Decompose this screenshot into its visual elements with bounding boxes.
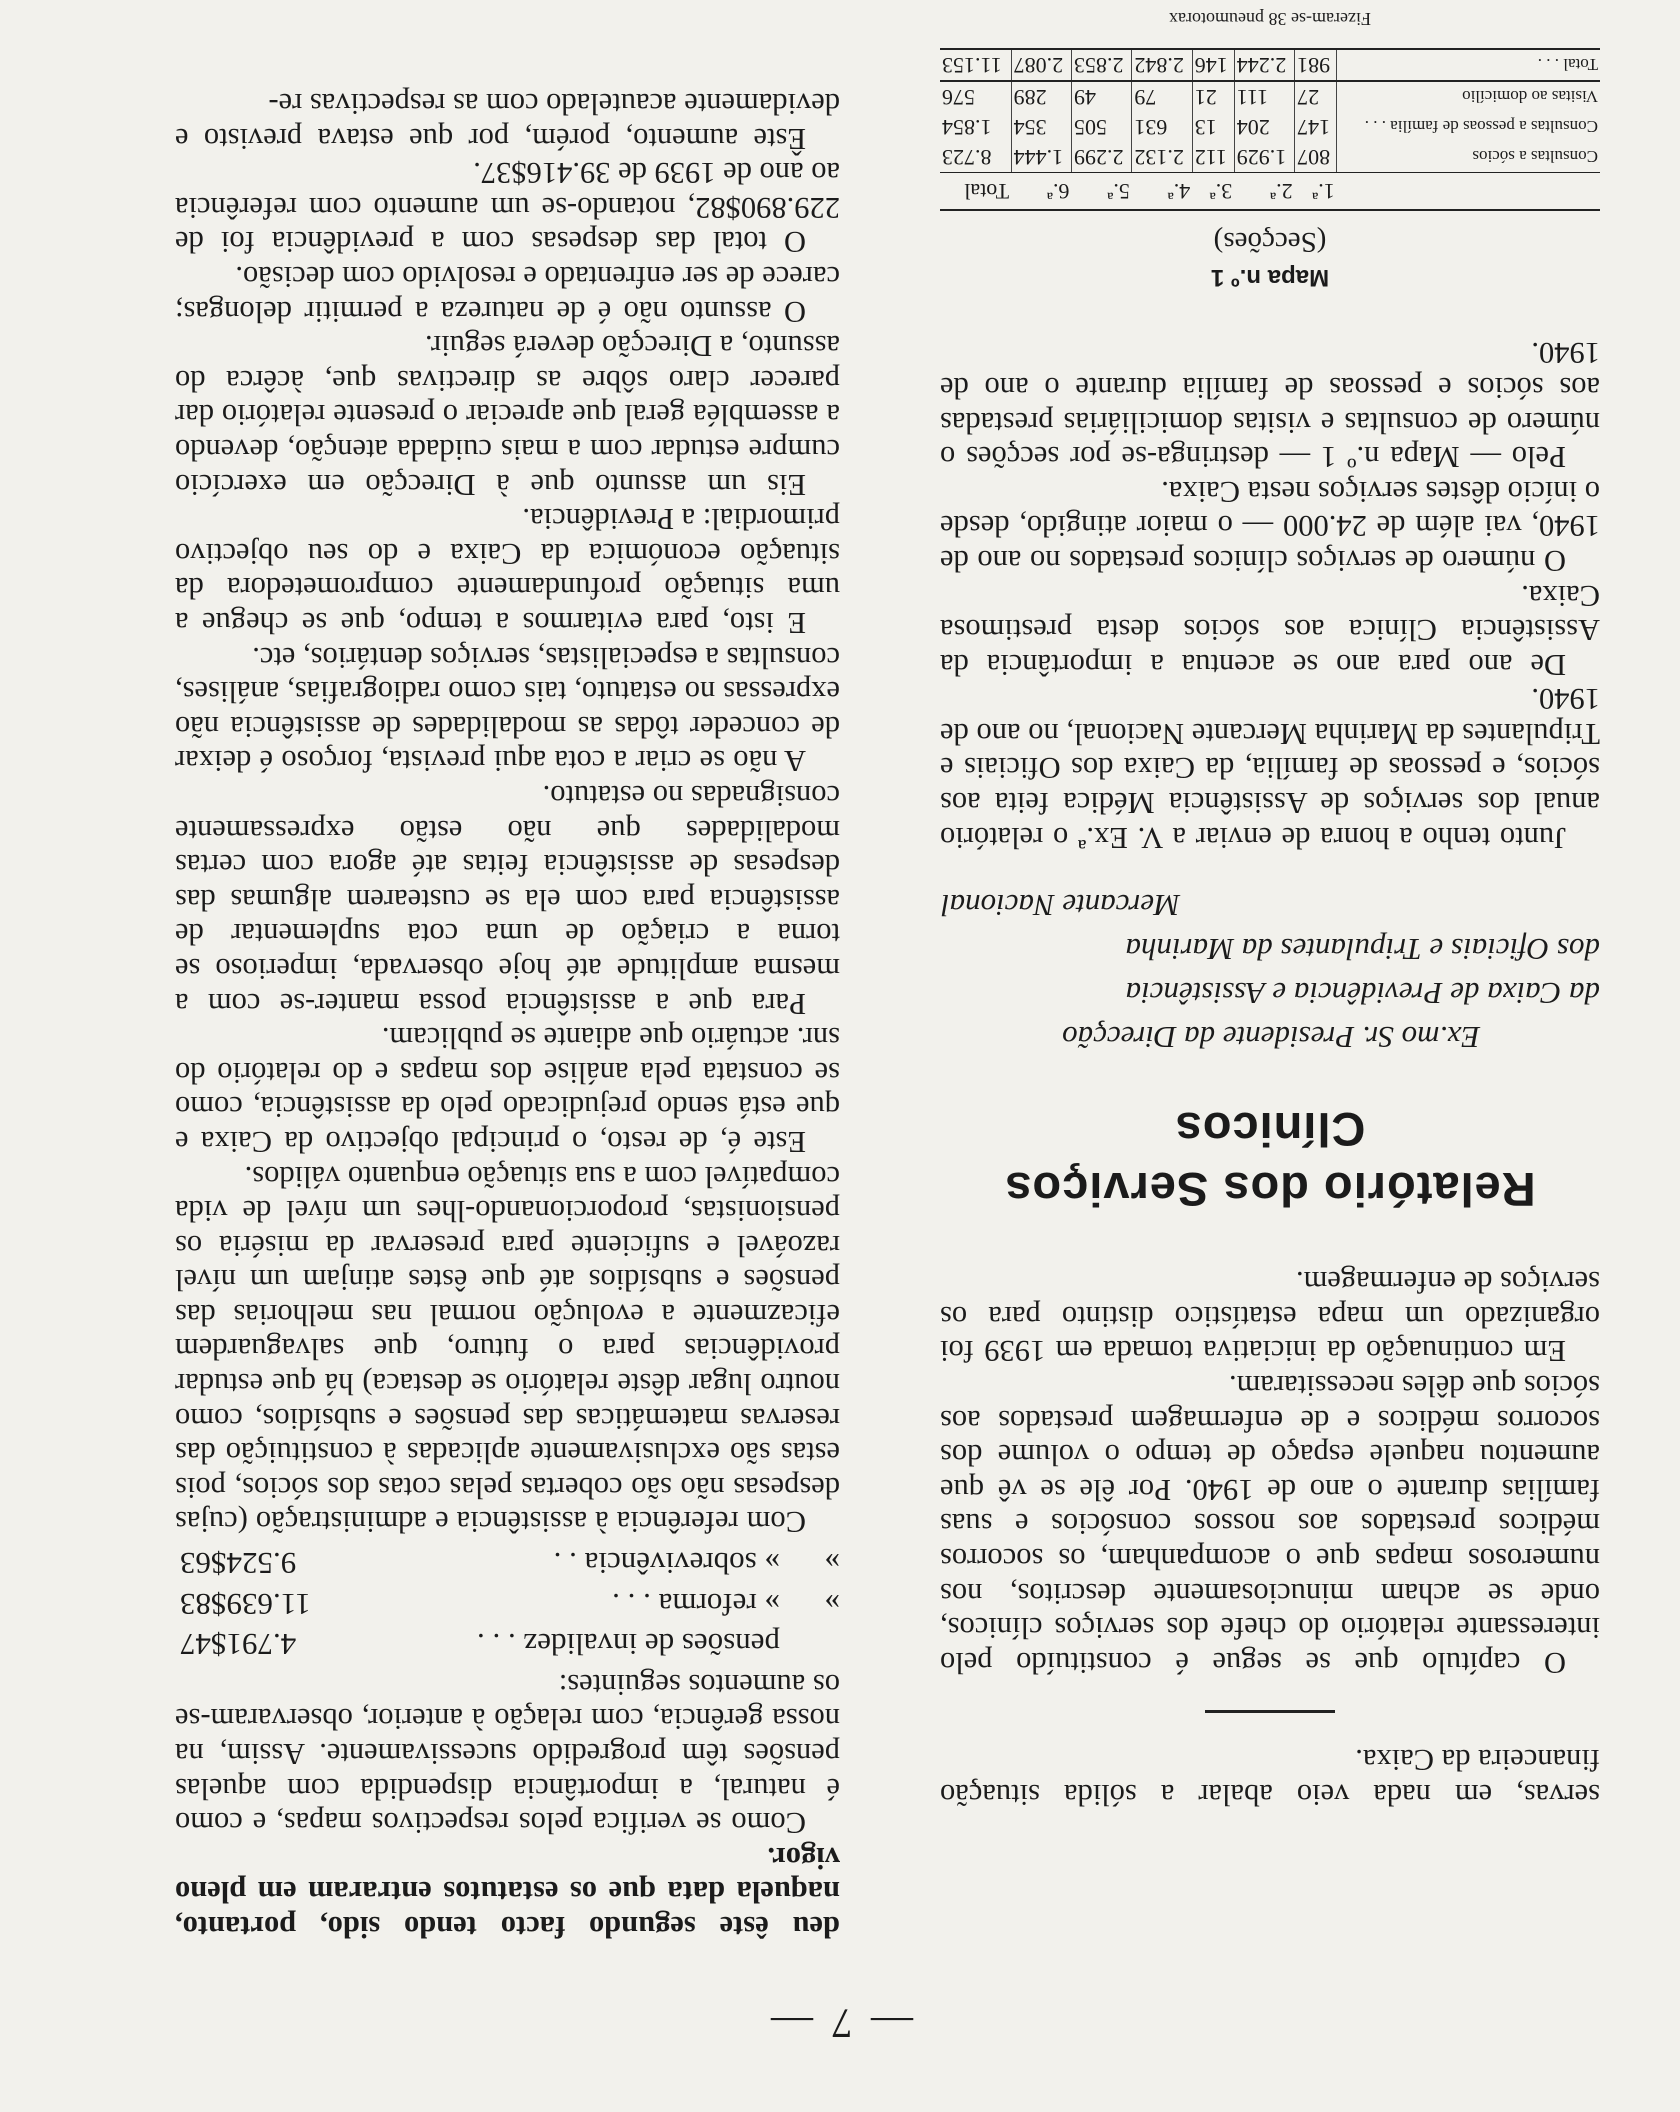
table-row <box>940 81 1600 112</box>
table-row <box>940 142 1600 173</box>
map-table <box>940 48 1600 211</box>
address-line: dos Oficiais e Tripulantes da Marinha <box>1125 931 1600 967</box>
map-note: Fizeram-se 38 pneumotorax <box>1169 8 1371 29</box>
table-row <box>940 112 1600 142</box>
pension-row <box>175 1586 840 1621</box>
paragraph-capitulo: O capítulo que se segue é constituído pelo interessante relatório do chefe dos serviços clínicos, onde se acham minuciosamente descritos, nos numerosos mapas que o acompanham, os socorros médicos prestados aos nossos consócios e suas famílias durante o ano de 1940. Por êle se vê que aumentou naquele espaço de tempo o volume dos socorros médicos e de enfermagem prestados aos sócios que dêles necessitaram. <box>940 1369 1600 1680</box>
table-cell: 2.132 <box>1132 142 1192 173</box>
table-cell: 2.087 <box>1011 49 1071 81</box>
map-header-cell: Total <box>940 172 1011 210</box>
table-cell: 1.444 <box>1011 142 1071 173</box>
ditto-mark <box>780 1627 840 1662</box>
table-cell: 631 <box>1132 112 1192 142</box>
address-line: Mercante Nacional <box>940 887 1180 923</box>
map-header-cell: 1.ª <box>1295 172 1337 210</box>
page-number: — 7 — <box>767 1999 913 2045</box>
table-cell: 807 <box>1295 142 1337 173</box>
pension-label: » sobrevivência . . <box>553 1546 780 1582</box>
address-line: Ex.mo Sr. Presidente da Direcção <box>1062 1019 1480 1055</box>
table-cell: 147 <box>1295 112 1337 142</box>
right-column <box>175 87 840 1944</box>
row-label: Total . . . <box>1337 49 1600 81</box>
table-cell: 2.853 <box>1072 49 1132 81</box>
pension-value: 11.639$83 <box>180 1586 311 1622</box>
table-cell: 354 <box>1011 112 1071 142</box>
pension-label: » reforma . . . <box>612 1586 780 1622</box>
table-cell: 2.842 <box>1132 49 1192 81</box>
table-total-row <box>940 49 1600 81</box>
left-column <box>940 1 1600 1812</box>
table-cell: 79 <box>1132 81 1192 112</box>
ditto-mark: » <box>824 1586 840 1622</box>
paragraph-assunto: O assunto não é de natureza a permitir delongas; carece de ser enfrentado e resolvido com decisão. <box>175 260 840 329</box>
map-header-cell: 2.ª <box>1234 172 1294 210</box>
map-header-cell: 3.ª <box>1192 172 1234 210</box>
map-header-cell: 6.ª <box>1011 172 1071 210</box>
paragraph-total: O total das despesas com a previdência foi de 229.890$82, notando-se um aumento com referência ao ano de 1939 de 39.416$37. <box>175 156 840 260</box>
row-label: Visitas ao domicílio <box>1462 87 1598 107</box>
table-cell: 204 <box>1234 112 1294 142</box>
paragraph-como: Como se verifica pelos respectivos mapas, e como é natural, a importância dispendida com aquelas pensões têm progredido sucessivamente. Assim, na nossa gerência, com relação à anterior, observaram-se os aumentos seguintes: <box>175 1667 840 1841</box>
table-cell: 2.299 <box>1072 142 1132 173</box>
table-cell: 146 <box>1192 49 1234 81</box>
map-subtitle: (Secções) <box>1213 226 1327 259</box>
paragraph-aumento: Êste aumento, porém, por que estava previsto e devidamente acautelado com as respectivas re- <box>175 87 840 156</box>
paragraph-reservas: servas, em nada veio abalar a sólida situação financeira da Caixa. <box>940 1743 1600 1812</box>
paragraph-numero: O número de serviços clínicos prestados no ano de 1940, vai além de 24.000 — o maior atingido, desde o início dêstes serviços nesta Caixa. <box>940 474 1600 578</box>
paragraph-ano: De ano para ano se acentua a importância da Assistência Clínica aos sócios desta prestimosa Caixa. <box>940 578 1600 682</box>
paragraph-isto: E isto, para evitarmos a tempo, que se chegue a uma situação profundamente comprometedora da situação económica da Caixa e do seu objectivo primordial: a Previdência. <box>175 502 840 641</box>
table-cell: 981 <box>1295 49 1337 81</box>
paragraph-eis: Eis um assunto que à Direcção em exercício cumpre estudar com a mais cuidada atenção, devendo a assembléa geral que apreciar o presente relatório dar parecer claro sôbre as directivas que, àcêrca do assunto, a Direcção deverá seguir. <box>175 329 840 502</box>
map-header-cell: 5.ª <box>1072 172 1132 210</box>
table-cell: 2.244 <box>1234 49 1294 81</box>
section-divider <box>1205 1710 1335 1713</box>
table-cell: 1.929 <box>1234 142 1294 173</box>
table-cell: 11.153 <box>940 49 1011 81</box>
table-cell: 13 <box>1192 112 1234 142</box>
table-cell: 1.854 <box>940 112 1011 142</box>
paragraph-referencia: Com referência à assistência e administração (cujas despesas não são cobertas pelas cotas dos sócios, pois estas são exclusivamente aplicadas à constituição das reservas matemáticas das pensões e subsídios, como noutro lugar dêste relatório se destaca) há que estudar providências para o futuro, que salvaguardem eficazmente a evolução normal nas melhorias das pensões e subsídios até que êstes atinjam um nível razoável e suficiente para preservar da miséria os pensionistas, proporcionando-lhes um nível de vida compatível com a sua situação enquanto válidos. <box>175 1159 840 1540</box>
address-line: da Caixa de Previdência e Assistência <box>1125 975 1600 1011</box>
paragraph-continuacao: Em continuação da iniciativa tomada em 1939 foi organizado um mapa estatístico distinto para os serviços de enfermagem. <box>940 1265 1600 1369</box>
paragraph-deu: deu êste segundo facto tendo sido, portanto, naquela data que os estatutos entraram em pleno vigor. <box>175 1840 840 1944</box>
table-cell: 8.723 <box>940 142 1011 173</box>
row-label: Consultas a sócios <box>1472 147 1598 167</box>
table-cell: 49 <box>1072 81 1132 112</box>
paragraph-para: Para que a assistência possa manter-se com a mesma amplitude até hoje observada, imperioso se torna a criação de uma cota suplementar de assistência para com ela se custearem algumas das despesas de assistência feitas até agora com certas modalidades que não estão expressamente consignadas no estatuto. <box>175 779 840 1021</box>
paragraph-junto: Junto tenho a honra de enviar a V. Ex.ª o relatório anual dos serviços de Assistência Médica feita aos sócios, e pessoas de família, da Caixa dos Oficiais e Tripulantes da Marinha Mercante Nacional, no ano de 1940. <box>940 682 1600 855</box>
table-cell: 111 <box>1234 81 1294 112</box>
pension-row <box>175 1545 840 1580</box>
table-cell: 27 <box>1295 81 1337 112</box>
paragraph-nao: A não se criar a cota aqui prevista, forçoso é deixar de conceder tôdas as modalidades de assistência não expressas no estatuto, tais como radiografias, análises, consultas a especialistas, serviços dentários, etc. <box>175 640 840 779</box>
section-heading: Relatório dos Serviços Clínicos <box>1004 1102 1536 1216</box>
paragraph-este: Este é, de resto, o principal objectivo da Caixa e que está sendo prejudicado pelo da assistência, como se constata pela análise dos mapas e do relatório do snr. actuário que adiante se publicam. <box>175 1021 840 1159</box>
pension-value: 4.791$47 <box>180 1627 297 1663</box>
map-header-cell: 4.ª <box>1132 172 1192 210</box>
pension-row <box>175 1627 840 1662</box>
row-label: Consultas a pessoas de família . . . <box>1364 117 1598 137</box>
pension-value: 9.524$63 <box>180 1546 297 1582</box>
ditto-mark: » <box>824 1546 840 1582</box>
table-cell: 505 <box>1072 112 1132 142</box>
table-cell: 576 <box>940 81 1011 112</box>
table-cell: 21 <box>1192 81 1234 112</box>
paragraph-pelo: Pelo — Mapa n.º 1 — destringa-se por secções o número de consultas e visitas domiciliárias prestadas aos sócios e pessoas de família durante o ano de 1940. <box>940 336 1600 475</box>
table-cell: 112 <box>1192 142 1234 173</box>
map-header-row <box>940 172 1600 210</box>
map-title: Mapa n.º 1 <box>1210 263 1330 291</box>
table-cell: 289 <box>1011 81 1071 112</box>
pension-label: pensões de invalidez . . . <box>476 1627 780 1663</box>
map-header-cell <box>1337 172 1600 210</box>
